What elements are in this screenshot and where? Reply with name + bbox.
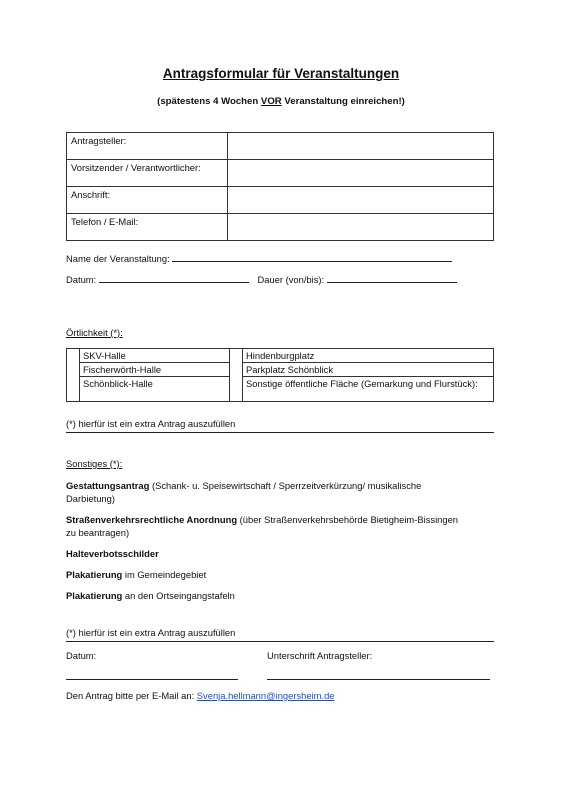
table-row — [67, 214, 494, 241]
footer — [66, 690, 335, 701]
checkbox[interactable] — [230, 363, 243, 377]
subtitle-emphasis: VOR — [260, 96, 282, 107]
misc-item-title: Plakatierung — [66, 569, 123, 580]
misc-item — [66, 547, 466, 560]
address-value-field[interactable] — [228, 187, 494, 214]
signature-label: Unterschrift Antragsteller: — [267, 650, 373, 661]
location-heading-text: Örtlichkeit (*): — [66, 327, 123, 338]
table-row — [67, 349, 494, 363]
misc-item-title: Gestattungsantrag — [66, 480, 150, 491]
table-row — [67, 133, 494, 160]
misc-heading: Sonstiges (*): — [66, 458, 123, 469]
location-heading — [66, 327, 123, 338]
misc-item-text: an den Ortseingangstafeln — [122, 590, 235, 601]
misc-item — [66, 479, 466, 505]
misc-item-text: (über Straßenverkehrsbehörde Bietigheim-Bissingen zu beantragen) — [66, 514, 459, 538]
signature-field[interactable] — [267, 679, 490, 680]
location-option: Sonstige öffentliche Fläche (Gemarkung und Flurstück): — [243, 377, 494, 402]
contact-label: Telefon / E-Mail: — [67, 214, 228, 241]
address-label: Anschrift: — [67, 187, 228, 214]
misc-item-text: (Schank- u. Speisewirtschaft / Sperrzeitverkürzung/ musikalische Darbietung) — [66, 480, 422, 504]
misc-item-text: im Gemeindegebiet — [122, 569, 207, 580]
subtitle-text-end: Veranstaltung einreichen!) — [281, 96, 405, 107]
event-duration-field[interactable] — [327, 272, 457, 283]
page-subtitle — [0, 96, 562, 107]
table-row — [67, 363, 494, 377]
misc-item — [66, 513, 466, 539]
checkbox[interactable] — [230, 349, 243, 363]
signature-date-field[interactable] — [66, 679, 238, 680]
checkbox[interactable] — [67, 377, 80, 402]
table-row — [67, 160, 494, 187]
event-date-field[interactable] — [99, 272, 249, 283]
applicant-label: Antragsteller: — [67, 133, 228, 160]
subtitle-text: (spätestens 4 Wochen — [157, 96, 261, 107]
misc-item-title: Straßenverkehrsrechtliche Anordnung — [66, 514, 238, 525]
location-option: Parkplatz Schönblick — [243, 363, 494, 377]
misc-item-title: Halteverbotsschilder — [66, 548, 159, 559]
location-option: SKV-Halle — [80, 349, 230, 363]
email-link[interactable]: Svenja.hellmann@ingersheim.de — [196, 690, 335, 701]
divider — [66, 432, 494, 433]
misc-item-title: Plakatierung — [66, 590, 123, 601]
checkbox[interactable] — [67, 349, 80, 363]
location-table — [66, 348, 494, 402]
applicant-value-field[interactable] — [228, 133, 494, 160]
footer-text: Den Antrag bitte per E-Mail an: — [66, 690, 197, 701]
table-row — [67, 187, 494, 214]
checkbox[interactable] — [230, 377, 243, 402]
misc-item — [66, 568, 466, 581]
event-name-label: Name der Veranstaltung: — [66, 253, 170, 264]
footnote: (*) hierfür ist ein extra Antrag auszufüllen — [66, 418, 236, 429]
chair-label: Vorsitzender / Verantwortlicher: — [67, 160, 228, 187]
event-date-label: Datum: — [66, 274, 97, 285]
applicant-table — [66, 132, 494, 241]
location-option: Schönblick-Halle — [80, 377, 230, 402]
page-title: Antragsformular für Veranstaltungen — [162, 66, 400, 81]
footnote: (*) hierfür ist ein extra Antrag auszufüllen — [66, 627, 236, 638]
table-row — [67, 377, 494, 402]
event-duration-label: Dauer (von/bis): — [257, 274, 325, 285]
event-name-field[interactable] — [172, 251, 452, 262]
chair-value-field[interactable] — [228, 160, 494, 187]
checkbox[interactable] — [67, 363, 80, 377]
event-date-row — [66, 272, 457, 285]
contact-value-field[interactable] — [228, 214, 494, 241]
signature-date-label: Datum: — [66, 650, 97, 661]
misc-item — [66, 589, 466, 602]
event-name-row — [66, 251, 452, 264]
location-option: Hindenburgplatz — [243, 349, 494, 363]
divider — [66, 641, 494, 642]
location-option: Fischerwörth-Halle — [80, 363, 230, 377]
